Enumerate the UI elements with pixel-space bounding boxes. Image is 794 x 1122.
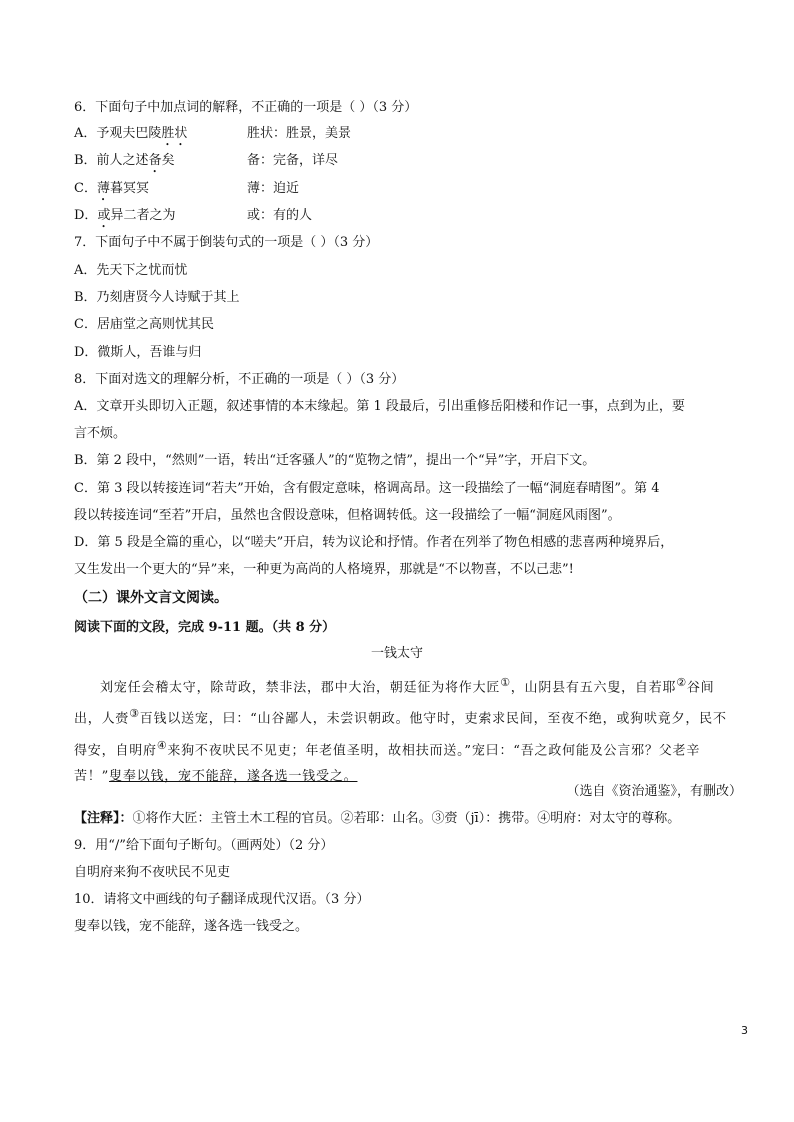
q9-sentence: 自明府来狗不夜吠民不见吏 (74, 865, 231, 880)
q7-stem: 7．下面句子中不属于倒装句式的一项是（ ）（3 分） (74, 235, 379, 250)
q10-stem: 10．请将文中画线的句子翻译成现代汉语。（3 分） (74, 892, 370, 907)
q10-sentence: 叟奉以钱，宠不能辞，遂各选一钱受之。 (74, 919, 309, 934)
passage-source: （选自《资治通鉴》，有删改） (566, 784, 742, 799)
q8-stem: 8．下面对选文的理解分析，不正确的一项是（ ）（3 分） (74, 372, 405, 387)
passage-text: 刘宠任会稽太守，除苛政，禁非法，郡中大治，朝廷征为将作大匠①，山阴县有五六叟，自若耶②谷间出，人赍③百钱以送宠，曰：“山谷鄙人，未尝识朝政。他守时，吏索求民间，至夜不绝，或狗吠竟夕，民不得安，自明府④来狗不夜吠民不见吏；年老值圣明，故相扶而送。”宠曰：“吾之政何能及公言邪？父老辛苦！”叟奉以钱，宠不能辞，遂各选一钱受之。 (74, 676, 727, 784)
q6-option-d-gloss: 或：有的人 (247, 208, 313, 223)
notes: 【注释】：①将作大匠：主管土木工程的官员。②若耶：山名。③赍（jī）：携带。④明府：对太守的尊称。 (74, 811, 681, 826)
q6-stem: 6．下面句子中加点词的解释，不正确的一项是（ ）（3 分） (74, 100, 418, 115)
q8-option-c-line1: C．第 3 段以转接连词“若夫”开始，含有假定意味，格调高昂。这一段描绘了一幅“洞庭春晴图”。第 4 (74, 481, 660, 496)
q7-option-c: C．居庙堂之高则忧其民 (74, 317, 214, 332)
q6-option-d: D．或异二者之为 (74, 208, 176, 223)
q6-option-c: C．薄暮冥冥 (74, 181, 149, 196)
underlined-sentence: 叟奉以钱，宠不能辞，遂各选一钱受之。 (109, 768, 358, 784)
q8-option-d-line2: 又生发出一个更大的“异”来，一种更为高尚的人格境界，那就是“不以物喜，不以己悲”! (74, 562, 574, 577)
q6-option-a: A．予观夫巴陵胜状 (74, 126, 188, 141)
page-number: 3 (741, 1024, 748, 1037)
section-instruction: 阅读下面的文段，完成 9-11 题。（共 8 分） (74, 620, 336, 635)
q8-option-a-line1: A．文章开头即切入正题，叙述事情的本末缘起。第 1 段最后，引出重修岳阳楼和作记一事，点到为止，要 (74, 399, 685, 414)
q8-option-b: B．第 2 段中，“然则”一语，转出“迁客骚人”的“览物之情”，提出一个“异”字，开启下文。 (74, 453, 596, 468)
q8-option-a-line2: 言不烦。 (74, 426, 127, 441)
passage-title: 一钱太守 (370, 646, 423, 661)
q7-option-b: B．乃刻唐贤今人诗赋于其上 (74, 290, 240, 305)
q8-option-d-line1: D．第 5 段是全篇的重心，以“嗟夫”开启，转为议论和抒情。作者在列举了物色相感的悲喜两种境界后， (74, 535, 674, 550)
q7-option-d: D．微斯人，吾谁与归 (74, 345, 202, 360)
q7-option-a: A．先天下之忧而忧 (74, 263, 188, 278)
section-title: （二）课外文言文阅读。 (74, 590, 228, 606)
q8-option-c-line2: 段以转接连词“至若”开启，虽然也含假设意味，但格调转低。这一段描绘了一幅“洞庭风雨图”。 (74, 508, 621, 523)
q6-option-a-gloss: 胜状：胜景，美景 (247, 126, 352, 141)
q6-option-b-gloss: 备：完备，详尽 (247, 153, 339, 168)
q6-option-c-gloss: 薄：迫近 (247, 181, 300, 196)
q9-stem: 9．用“/”给下面句子断句。（画两处）（2 分） (74, 838, 334, 853)
q6-option-b: B．前人之述备矣 (74, 153, 175, 168)
